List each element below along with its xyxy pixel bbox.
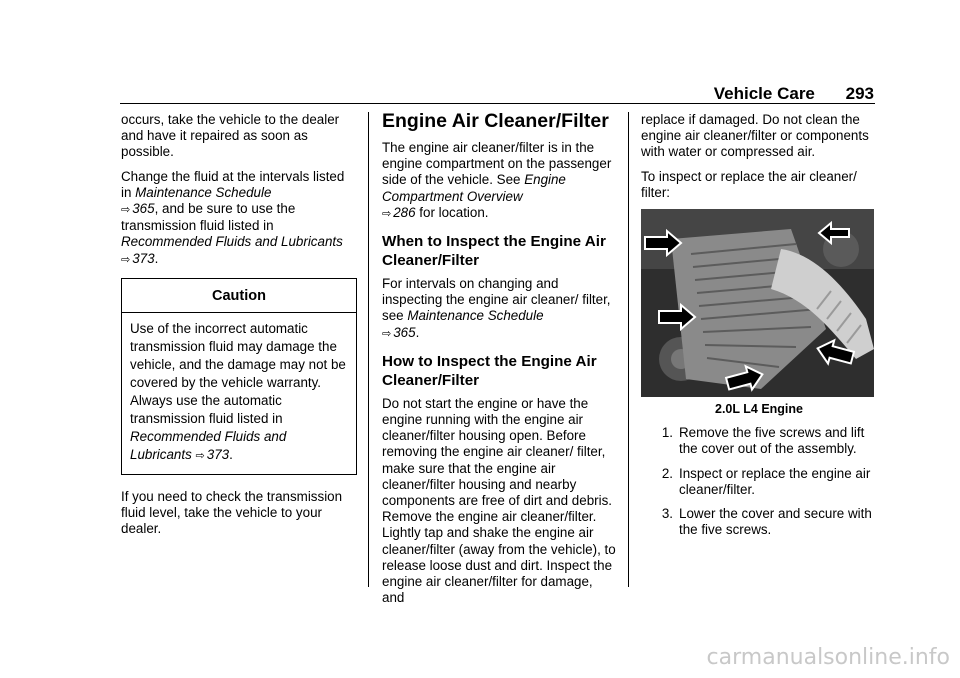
- link-recommended-fluids[interactable]: Recommended Fluids and Lubricants: [121, 234, 343, 250]
- photo-caption: 2.0L L4 Engine: [715, 402, 803, 417]
- link-recommended-fluids[interactable]: Recommended Fluids and Lubricants: [130, 429, 287, 463]
- steps-list: [641, 425, 877, 538]
- page-ref-link[interactable]: ⇨ 373: [121, 250, 155, 266]
- page-ref-link[interactable]: ⇨ 365: [382, 324, 416, 340]
- column-divider: [368, 112, 369, 587]
- page-ref-icon: ⇨: [195, 450, 205, 463]
- caution-title: Caution: [122, 279, 356, 313]
- subheading-how: How to Inspect the Engine Air Cleaner/Filter: [382, 352, 597, 389]
- paragraph: occurs, take the vehicle to the dealer and have it repaired as soon as possible.: [121, 112, 340, 160]
- link-maintenance-schedule[interactable]: Maintenance Schedule: [135, 184, 272, 200]
- link-engine-compartment[interactable]: Engine Compartment Overview: [382, 172, 566, 204]
- column-divider: [628, 112, 629, 587]
- page-ref-link[interactable]: ⇨ 373: [195, 447, 230, 463]
- watermark: carmanualsonline.info: [706, 645, 950, 670]
- paragraph: Do not start the engine or have the engine running with the engine air cleaner/filter housing open. Before removing the engine air cleaner/ filter, make sure that the engine air cleaner/filter housing and nearby components are free of dirt and debris. Remove the engine air cleaner/filter. Lightly tap and shake the engine air cleaner/filter (away from the vehicle), to release loose dust and dirt. Inspect the engine air cleaner/filter for damage, and: [382, 395, 616, 606]
- paragraph: Change the fluid at the intervals listed in Maintenance Schedule ⇨ 365, and be sure to use the transmission fluid listed in Recommended Fluids and Lubricants ⇨ 373.: [121, 168, 345, 266]
- page-ref-link[interactable]: ⇨ 286: [382, 204, 416, 220]
- column-middle: [382, 112, 618, 614]
- paragraph: If you need to check the transmission fluid level, take the vehicle to your dealer.: [121, 489, 343, 537]
- paragraph: replace if damaged. Do not clean the engine air cleaner/filter or components with water or compressed air.: [641, 112, 869, 160]
- page-ref-icon: ⇨: [121, 253, 131, 266]
- caution-box: [121, 278, 357, 475]
- header-rule: [120, 103, 875, 104]
- engine-air-filter-photo: [641, 209, 874, 397]
- subheading-when: When to Inspect the Engine Air Cleaner/Filter: [382, 233, 606, 270]
- page-ref-link[interactable]: ⇨ 365: [121, 201, 155, 217]
- column-right: [641, 112, 877, 546]
- caution-body: Use of the incorrect automatic transmission fluid may damage the vehicle, and the damage may not be covered by the vehicle warranty. Always use the automatic transmission fluid listed in Recommended Fluids and Lubricants ⇨ 373.: [130, 321, 346, 463]
- list-item: 3. Lower the cover and secure with the five screws.: [661, 506, 872, 538]
- page-ref-icon: ⇨: [382, 207, 392, 220]
- list-item: 2. Inspect or replace the engine air cleaner/filter.: [661, 465, 871, 497]
- paragraph: To inspect or replace the air cleaner/ filter:: [641, 168, 857, 200]
- section-title: Vehicle Care: [713, 84, 815, 103]
- section-heading: Engine Air Cleaner/Filter: [382, 110, 609, 132]
- paragraph: The engine air cleaner/filter is in the engine compartment on the passenger side of the vehicle. See Engine Compartment Overview ⇨ 286 for location.: [382, 140, 612, 220]
- list-item: 1. Remove the five screws and lift the cover out of the assembly.: [661, 425, 865, 457]
- page-header: [714, 84, 874, 104]
- paragraph: For intervals on changing and inspecting the engine air cleaner/ filter, see Maintenance Schedule ⇨ 365.: [382, 276, 611, 340]
- column-left: [121, 112, 357, 546]
- page-number: 293: [845, 84, 874, 103]
- page-ref-icon: ⇨: [121, 204, 131, 217]
- link-maintenance-schedule[interactable]: Maintenance Schedule: [407, 308, 544, 324]
- page-ref-icon: ⇨: [382, 327, 392, 340]
